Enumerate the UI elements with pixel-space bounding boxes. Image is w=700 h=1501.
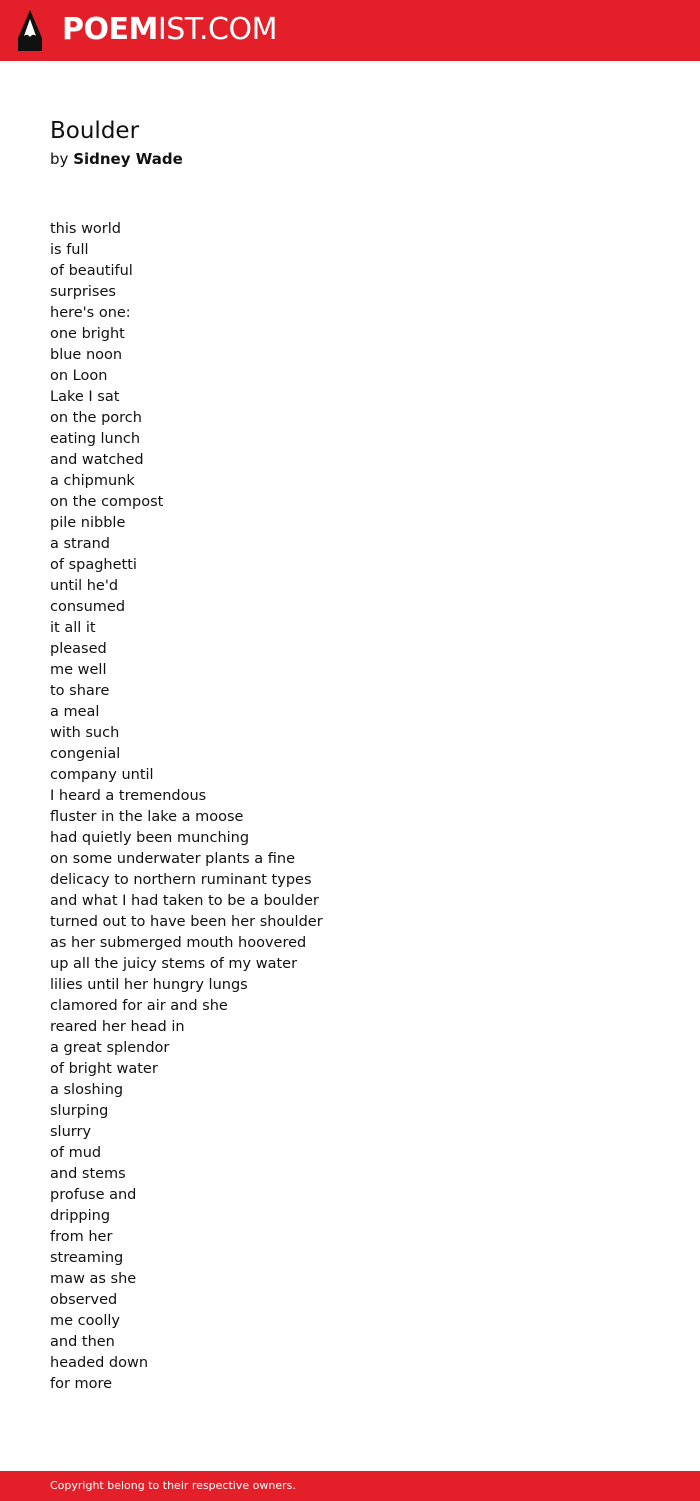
poem-line: from her (50, 1229, 113, 1245)
poem-line: of beautiful (50, 263, 133, 279)
site-logo[interactable] (62, 13, 277, 47)
poem-line: on some underwater plants a fine (50, 851, 296, 867)
author-name[interactable]: Sidney Wade (73, 150, 183, 168)
poem-line: of mud (50, 1145, 102, 1161)
poem-line: it all it (50, 620, 96, 636)
poem-line: until he'd (50, 578, 119, 594)
poem-line: a chipmunk (50, 473, 135, 489)
logo-thin-text: IST.COM (157, 12, 277, 47)
poem-line: of spaghetti (50, 557, 137, 573)
poem-line: of bright water (50, 1061, 158, 1077)
poem-line: with such (50, 725, 120, 741)
poem-line: Lake I sat (50, 389, 120, 405)
poem-line: clamored for air and she (50, 998, 228, 1014)
poem-line: dripping (50, 1208, 111, 1224)
poem-line: surprises (50, 284, 116, 300)
poem-line: one bright (50, 326, 125, 342)
poem-line: I heard a tremendous (50, 788, 207, 804)
poem-line: as her submerged mouth hoovered (50, 935, 307, 951)
poem-line: a great splendor (50, 1040, 170, 1056)
poem-line: eating lunch (50, 431, 141, 447)
poem-line: blue noon (50, 347, 123, 363)
poem-line: streaming (50, 1250, 124, 1266)
poem-line: reared her head in (50, 1019, 185, 1035)
poem-line: and then (50, 1334, 115, 1350)
poem-line: congenial (50, 746, 121, 762)
poem-line: a sloshing (50, 1082, 124, 1098)
poem-line: profuse and (50, 1187, 137, 1203)
poem-line: a meal (50, 704, 100, 720)
poem-line: consumed (50, 599, 126, 615)
poem-line: delicacy to northern ruminant types (50, 872, 312, 888)
poem-line: pleased (50, 641, 107, 657)
poem-line: me coolly (50, 1313, 121, 1329)
poem-byline (50, 149, 183, 169)
poem-line: turned out to have been her shoulder (50, 914, 323, 930)
poem-line: and stems (50, 1166, 126, 1182)
poem-body (50, 219, 323, 1395)
by-label: by (50, 150, 69, 168)
poem-line: up all the juicy stems of my water (50, 956, 298, 972)
copyright-text: Copyright belong to their respective owners. (50, 1479, 296, 1492)
poem-line: this world (50, 221, 121, 237)
poem-line: lilies until her hungry lungs (50, 977, 248, 993)
poem-line: pile nibble (50, 515, 126, 531)
poem-line: fluster in the lake a moose (50, 809, 244, 825)
pencil-tip-icon[interactable] (18, 10, 42, 51)
poem-line: and what I had taken to be a boulder (50, 893, 319, 909)
poem-line: on the compost (50, 494, 164, 510)
poem-line: here's one: (50, 305, 131, 321)
poem-line: and watched (50, 452, 144, 468)
poem-line: company until (50, 767, 154, 783)
site-header (0, 0, 700, 61)
poem-line: slurry (50, 1124, 92, 1140)
poem-line: slurping (50, 1103, 109, 1119)
logo-bold-text: POEM (62, 12, 158, 47)
poem-line: observed (50, 1292, 118, 1308)
poem-line: is full (50, 242, 89, 258)
poem-line: to share (50, 683, 110, 699)
poem-line: had quietly been munching (50, 830, 250, 846)
poem-title: Boulder (50, 118, 140, 144)
site-footer (0, 1471, 700, 1501)
poem-line: headed down (50, 1355, 149, 1371)
poem-line: maw as she (50, 1271, 137, 1287)
poem-line: on the porch (50, 410, 142, 426)
poem-line: on Loon (50, 368, 108, 384)
poem-line: for more (50, 1376, 113, 1392)
poem-line: me well (50, 662, 107, 678)
poem-line: a strand (50, 536, 110, 552)
